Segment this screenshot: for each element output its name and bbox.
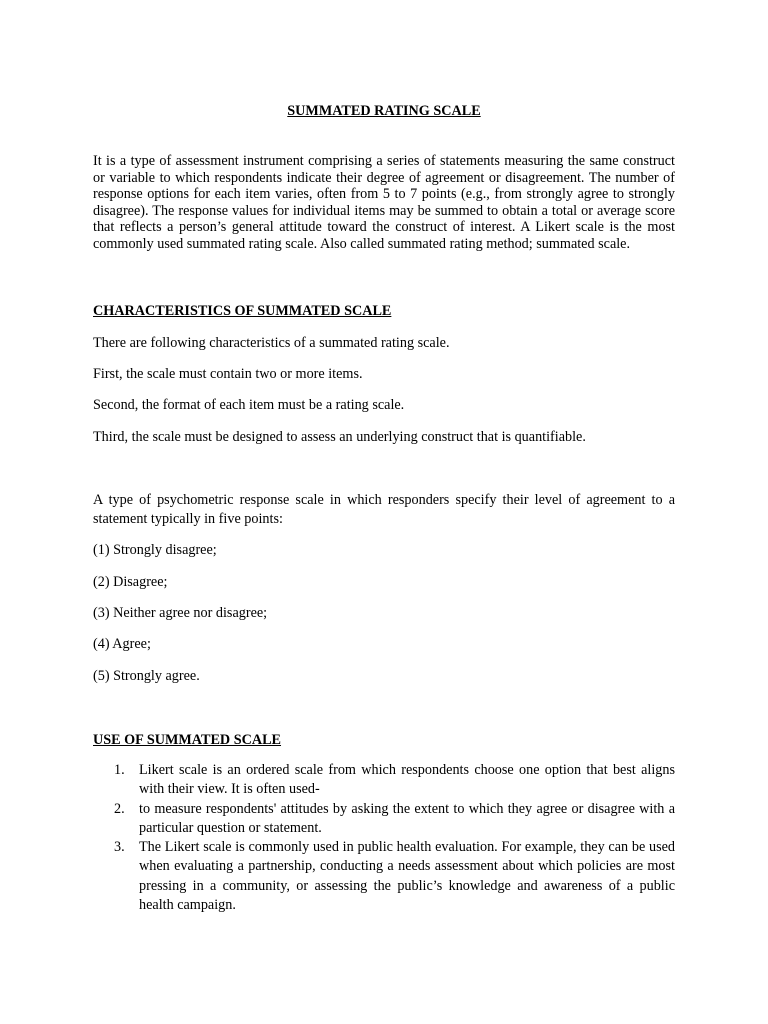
likert-point: (4) Agree;	[93, 636, 151, 652]
characteristics-line: Third, the scale must be designed to assess an underlying construct that is quantifiable.	[93, 429, 586, 445]
list-item	[93, 800, 675, 839]
likert-point: (1) Strongly disagree;	[93, 542, 217, 558]
list-item-number: 1.	[114, 762, 125, 778]
characteristics-heading: CHARACTERISTICS OF SUMMATED SCALE	[93, 303, 392, 319]
characteristics-line: First, the scale must contain two or more items.	[93, 366, 363, 382]
likert-point: (5) Strongly agree.	[93, 668, 200, 684]
use-heading: USE OF SUMMATED SCALE	[93, 732, 282, 748]
characteristics-line: Second, the format of each item must be a rating scale.	[93, 397, 405, 413]
list-item-text: Likert scale is an ordered scale from which respondents choose one option that best aligns with their view. It is often used-	[139, 762, 675, 798]
characteristics-line: There are following characteristics of a summated rating scale.	[93, 335, 450, 351]
likert-intro-paragraph: A type of psychometric response scale in which responders specify their level of agreement to a statement typically in five points:	[93, 492, 675, 527]
likert-point: (3) Neither agree nor disagree;	[93, 605, 268, 621]
list-item-text: The Likert scale is commonly used in public health evaluation. For example, they can be used when evaluating a partnership, conducting a needs assessment about which policies are most pressing in a community, or assessing the public’s knowledge and awareness of a public health campaign.	[139, 839, 675, 914]
list-item-text: to measure respondents' attitudes by asking the extent to which they agree or disagree with a particular question or statement.	[139, 800, 675, 836]
list-item-number: 2.	[114, 800, 125, 817]
use-list	[93, 761, 675, 915]
list-item-number: 3.	[114, 839, 125, 856]
document-title: SUMMATED RATING SCALE	[287, 103, 481, 119]
intro-paragraph: It is a type of assessment instrument comprising a series of statements measuring the same construct or variable to which respondents indicate their degree of agreement or disagreement. The number of response options for each item varies, often from 5 to 7 points (e.g., from strongly agree to strongly disagree). The response values for individual items may be summed to obtain a total or average score that reflects a person’s general attitude toward the construct of interest. A Likert scale is the most commonly used summated rating scale. Also called summated rating method; summated scale.	[93, 153, 675, 252]
list-item	[93, 761, 675, 800]
list-item	[93, 838, 675, 915]
likert-point: (2) Disagree;	[93, 574, 168, 590]
